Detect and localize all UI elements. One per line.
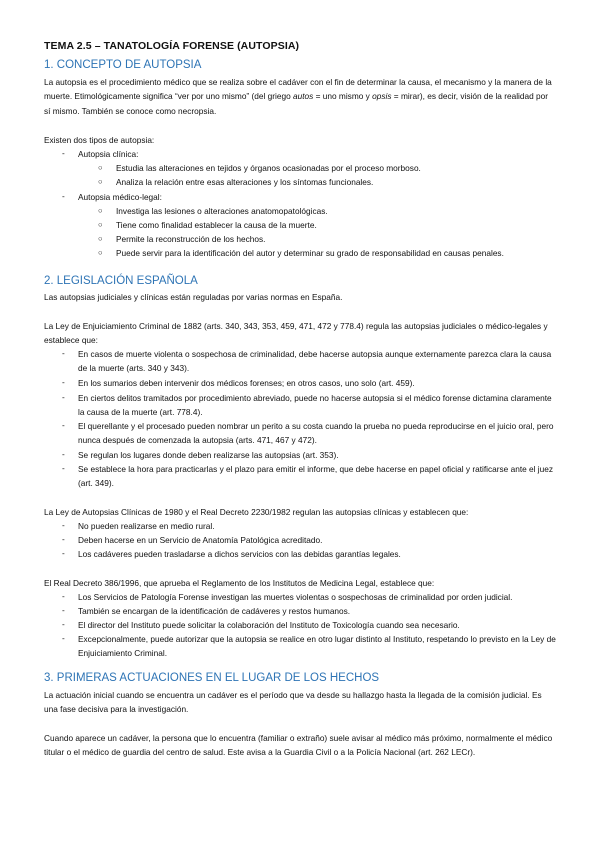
circle-bullet: ○ bbox=[98, 234, 103, 243]
list-item: En los sumarios deben intervenir dos médicos forenses; en otros casos, uno solo (art. 459). bbox=[78, 378, 415, 388]
term-autos: autos bbox=[293, 91, 314, 102]
list-item: Estudia las alteraciones en tejidos y órganos ocasionadas por el proceso morboso. bbox=[116, 163, 421, 173]
list-item: El director del Instituto puede solicitar la colaboración del Instituto de Toxicología cuando sea necesario. bbox=[78, 620, 460, 630]
dash-bullet: - bbox=[62, 548, 65, 558]
document-title: TEMA 2.5 – TANATOLOGÍA FORENSE (AUTOPSIA) bbox=[44, 40, 300, 52]
dash-bullet: - bbox=[62, 591, 65, 601]
dash-bullet: - bbox=[62, 348, 65, 358]
list-item: Permite la reconstrucción de los hechos. bbox=[116, 234, 266, 244]
dash-bullet: - bbox=[62, 148, 65, 158]
circle-bullet: ○ bbox=[98, 177, 103, 186]
dash-bullet: - bbox=[62, 449, 65, 459]
dash-bullet: - bbox=[62, 605, 65, 615]
section-2-intro: Las autopsias judiciales y clínicas están reguladas por varias normas en España. bbox=[44, 292, 343, 302]
dash-bullet: - bbox=[62, 633, 65, 643]
list-item: Analiza la relación entre esas alteraciones y los síntomas funcionales. bbox=[116, 177, 374, 187]
type-clinical-label: Autopsia clínica: bbox=[78, 149, 139, 159]
intro-text-a: La autopsia es el procedimiento médico que se realiza sobre el cadáver con el fin de determinar la causa, el mecanismo y la manera de la muerte. Etimológicamente significa “ver por uno mismo” (del griego bbox=[44, 77, 552, 102]
dash-bullet: - bbox=[62, 420, 65, 430]
term-opsis: opsis bbox=[372, 91, 392, 102]
section-1-intro bbox=[44, 75, 556, 118]
list-item: Los cadáveres pueden trasladarse a dichos servicios con las debidas garantías legales. bbox=[78, 549, 401, 559]
list-item: Se establece la hora para practicarlas y el plazo para emitir el informe, que debe hacerse en papel oficial y ratificarse ante el juez (art. 349). bbox=[78, 464, 554, 489]
intro-text-b: = uno mismo y bbox=[313, 91, 373, 102]
section-3-paragraph-1: La actuación inicial cuando se encuentra un cadáver es el período que va desde su hallazgo hasta la llegada de la comisión judicial. Es una fase decisiva para la investigación. bbox=[44, 690, 542, 715]
intro-text-c: = mirar), es decir, visión de la realidad por sí mismo. También se conoce como necropsia. bbox=[44, 91, 549, 116]
dash-bullet: - bbox=[62, 377, 65, 387]
list-item: También se encargan de la identificación de cadáveres y restos humanos. bbox=[78, 606, 351, 616]
list-item: Se regulan los lugares donde deben realizarse las autopsias (art. 353). bbox=[78, 450, 339, 460]
type-medicolegal-label: Autopsia médico-legal: bbox=[78, 192, 162, 202]
list-item: Tiene como finalidad establecer la causa de la muerte. bbox=[116, 220, 317, 230]
dash-bullet: - bbox=[62, 191, 65, 201]
list-item: Deben hacerse en un Servicio de Anatomía Patológica acreditado. bbox=[78, 535, 323, 545]
circle-bullet: ○ bbox=[98, 248, 103, 257]
dash-bullet: - bbox=[62, 534, 65, 544]
dash-bullet: - bbox=[62, 463, 65, 473]
list-item: Excepcionalmente, puede autorizar que la autopsia se realice en otro lugar distinto al Instituto, respetando lo previsto en la Ley de Enjuiciamiento Criminal. bbox=[78, 634, 556, 659]
list-item: Puede servir para la identificación del autor y determinar su grado de responsabilidad en causas penales. bbox=[116, 248, 504, 258]
section-3-heading: 3. PRIMERAS ACTUACIONES EN EL LUGAR DE LOS HECHOS bbox=[44, 672, 380, 684]
section-2-heading: 2. LEGISLACIÓN ESPAÑOLA bbox=[44, 275, 198, 287]
rd-intro: El Real Decreto 386/1996, que aprueba el Reglamento de los Institutos de Medicina Legal, establece que: bbox=[44, 578, 435, 588]
list-item: Los Servicios de Patología Forense investigan las muertes violentas o sospechosas de criminalidad por orden judicial. bbox=[78, 592, 513, 602]
autopsy-types-intro: Existen dos tipos de autopsia: bbox=[44, 135, 155, 145]
list-item: El querellante y el procesado pueden nombrar un perito a su costa cuando la prueba no pueda reproducirse en el juicio oral, pero nunca después de comenzada la autopsia (arts. 471, 467 y 472). bbox=[78, 421, 554, 446]
dash-bullet: - bbox=[62, 619, 65, 629]
section-3-paragraph-2: Cuando aparece un cadáver, la persona que lo encuentra (familiar o extraño) suele avisar al médico más próximo, normalmente el médico titular o el médico de guardia del centro de salud. Este avisa a la Guardia Civil o a la Policía Nacional (art. 262 LECr). bbox=[44, 733, 553, 758]
lac-intro: La Ley de Autopsias Clínicas de 1980 y el Real Decreto 2230/1982 regulan las autopsias clínicas y establecen que: bbox=[44, 507, 469, 517]
list-item: En casos de muerte violenta o sospechosa de criminalidad, debe hacerse autopsia aunque externamente parezca clara la causa de la muerte (arts. 340 y 343). bbox=[78, 349, 552, 374]
lec-intro: La Ley de Enjuiciamiento Criminal de 1882 (arts. 340, 343, 353, 459, 471, 472 y 778.4) regula las autopsias judiciales o médico-legales y establece que: bbox=[44, 321, 548, 346]
dash-bullet: - bbox=[62, 392, 65, 402]
circle-bullet: ○ bbox=[98, 220, 103, 229]
list-item: Investiga las lesiones o alteraciones anatomopatológicas. bbox=[116, 206, 328, 216]
list-item: En ciertos delitos tramitados por procedimiento abreviado, puede no hacerse autopsia si el médico forense dictamina claramente la causa de la muerte (art. 778.4). bbox=[78, 393, 552, 418]
section-1-heading: 1. CONCEPTO DE AUTOPSIA bbox=[44, 59, 202, 71]
circle-bullet: ○ bbox=[98, 206, 103, 215]
list-item: No pueden realizarse en medio rural. bbox=[78, 521, 215, 531]
circle-bullet: ○ bbox=[98, 163, 103, 172]
dash-bullet: - bbox=[62, 520, 65, 530]
